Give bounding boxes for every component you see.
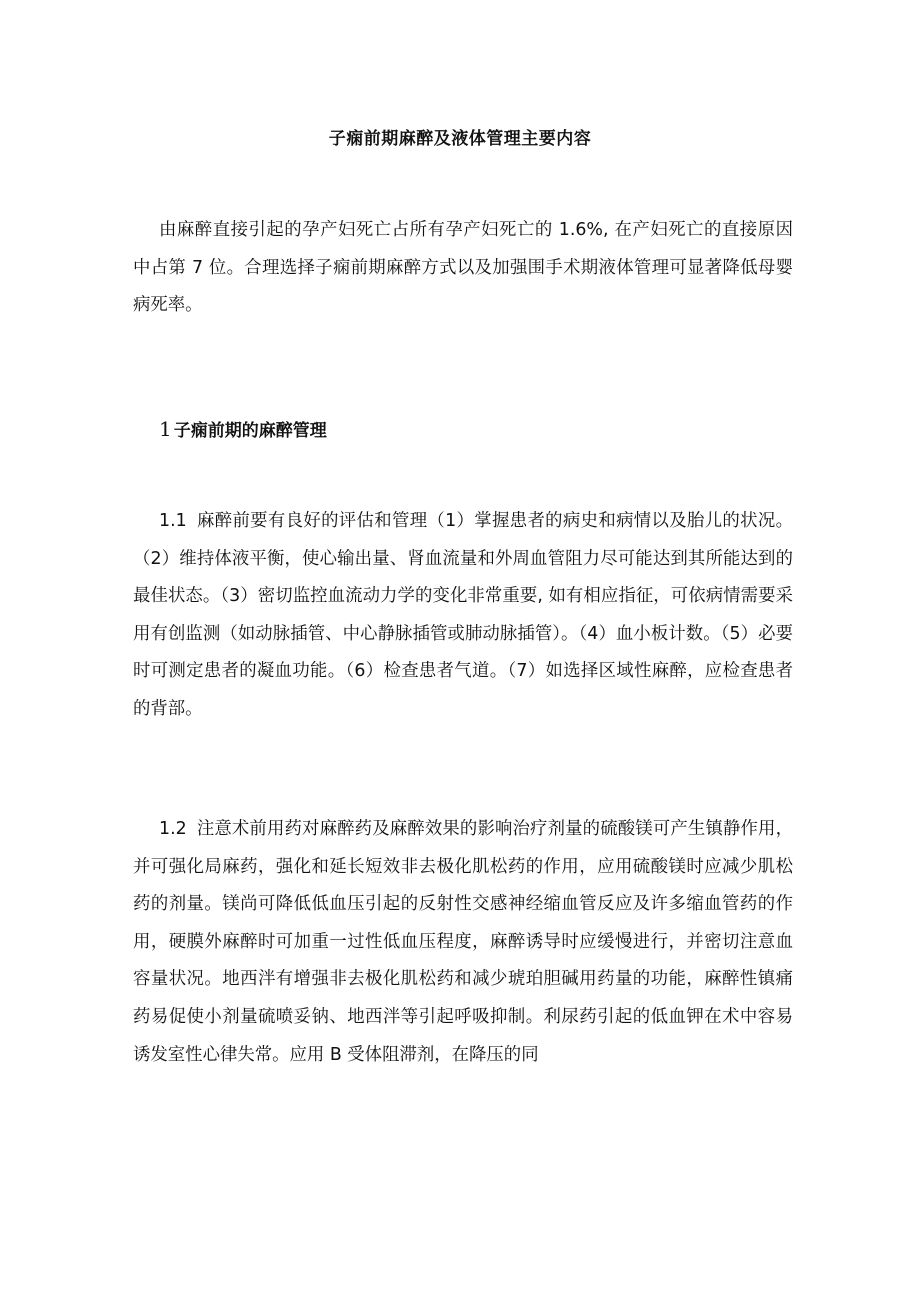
- subsection-1-2-number: 1.2: [159, 819, 187, 839]
- subsection-1-2-paragraph: [133, 811, 793, 1074]
- document-title: 子痫前期麻醉及液体管理主要内容: [328, 129, 592, 149]
- subsection-1-2-text: 注意术前用药对麻醉药及麻醉效果的影响治疗剂量的硫酸镁可产生镇静作用，并可强化局麻药，强化和延长短效非去极化肌松药的作用，应用硫酸镁时应减少肌松药的剂量。镁尚可降低低血压引起的反射性交感神经缩血管反应及许多缩血管药的作用，硬膜外麻醉时可加重一过性低血压程度，麻醉诱导时应缓慢进行，并密切注意血容量状况。地西泮有增强非去极化肌松药和减少琥珀胆碱用药量的功能，麻醉性镇痛药易促使小剂量硫喷妥钠、地西泮等引起呼吸抑制。利尿药引起的低血钾在术中容易诱发室性心律失常。应用 B 受体阻滞剂，在降压的同: [133, 819, 793, 1065]
- subsection-1-1-paragraph: [133, 503, 793, 729]
- subsection-1-1-text: 麻醉前要有良好的评估和管理（1）掌握患者的病史和病情以及胎儿的状况。（2）维持体液平衡，使心输出量、肾血流量和外周血管阻力尽可能达到其所能达到的最佳状态。（3）密切监控血流动力学的变化非常重要, 如有相应指征，可依病情需要采用有创监测（如动脉插管、中心静脉插管或肺动脉插管）。（4）血小板计数。（5）必要时可测定患者的凝血功能。（6）检查患者气道。（7）如选择区域性麻醉，应检查患者的背部。: [133, 511, 793, 719]
- section-1-number: 1: [159, 417, 172, 441]
- section-1-heading: [159, 414, 327, 446]
- intro-paragraph: 由麻醉直接引起的孕产妇死亡占所有孕产妇死亡的 1.6%, 在产妇死亡的直接原因中占第 7 位。合理选择子痫前期麻醉方式以及加强围手术期液体管理可显著降低母婴病死率。: [133, 220, 793, 316]
- subsection-1-1-number: 1.1: [159, 511, 187, 531]
- section-1-title: 子痫前期的麻醉管理: [173, 421, 327, 441]
